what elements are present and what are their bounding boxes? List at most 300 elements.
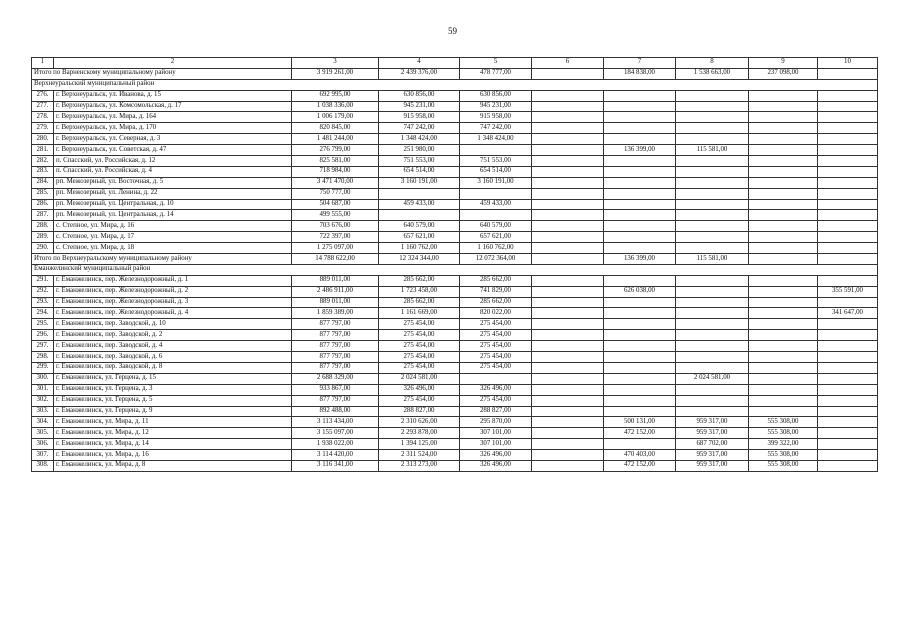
value-cell <box>818 199 878 210</box>
value-cell <box>532 319 604 330</box>
value-cell <box>749 166 818 177</box>
row-address: г. Еманжелинск, пер. Заводской, д. 2 <box>54 330 292 341</box>
value-cell: 889 011,00 <box>292 275 379 286</box>
value-cell <box>818 134 878 145</box>
value-cell: 14 788 622,00 <box>292 254 379 265</box>
value-cell <box>749 254 818 265</box>
value-cell: 1 348 424,00 <box>379 134 460 145</box>
value-cell <box>604 297 676 308</box>
value-cell: 630 856,00 <box>460 90 532 101</box>
row-number: 285. <box>32 188 54 199</box>
value-cell <box>818 210 878 221</box>
value-cell <box>532 341 604 352</box>
value-cell <box>749 406 818 417</box>
value-cell: 555 308,00 <box>749 417 818 428</box>
value-cell: 692 995,00 <box>292 90 379 101</box>
value-cell: 326 496,00 <box>379 384 460 395</box>
value-cell <box>818 395 878 406</box>
value-cell <box>818 319 878 330</box>
table-row <box>32 341 878 352</box>
row-number: 299. <box>32 362 54 373</box>
value-cell: 115 581,00 <box>676 254 749 265</box>
table-row <box>32 145 878 156</box>
table-row <box>32 90 878 101</box>
value-cell <box>532 254 604 265</box>
value-cell <box>532 188 604 199</box>
value-cell <box>604 319 676 330</box>
row-number: 280. <box>32 134 54 145</box>
value-cell: 275 454,00 <box>379 352 460 363</box>
value-cell <box>532 406 604 417</box>
table-row <box>32 395 878 406</box>
row-address: рп. Межозерный, ул. Центральная, д. 14 <box>54 210 292 221</box>
value-cell <box>604 341 676 352</box>
row-address: г. Верхнеуральск, ул. Советская, д. 47 <box>54 145 292 156</box>
value-cell: 275 454,00 <box>379 395 460 406</box>
value-cell: 3 160 191,00 <box>379 177 460 188</box>
value-cell: 275 454,00 <box>379 341 460 352</box>
value-cell: 820 022,00 <box>460 308 532 319</box>
row-number: 284. <box>32 177 54 188</box>
table-row <box>32 450 878 461</box>
value-cell: 326 496,00 <box>460 450 532 461</box>
value-cell: 115 581,00 <box>676 145 749 156</box>
value-cell: 1 859 389,00 <box>292 308 379 319</box>
value-cell: 747 242,00 <box>460 123 532 134</box>
table-row <box>32 352 878 363</box>
value-cell <box>532 362 604 373</box>
column-header: 4 <box>379 58 460 69</box>
row-address: г. Еманжелинск, пер. Заводской, д. 8 <box>54 362 292 373</box>
column-header: 2 <box>54 58 292 69</box>
value-cell <box>604 439 676 450</box>
value-cell <box>818 112 878 123</box>
row-number: 298. <box>32 352 54 363</box>
value-cell: 555 308,00 <box>749 460 818 471</box>
value-cell <box>604 177 676 188</box>
value-cell <box>604 352 676 363</box>
value-cell <box>532 373 604 384</box>
value-cell: 2 024 581,00 <box>379 373 460 384</box>
value-cell <box>818 232 878 243</box>
table-body <box>32 58 878 472</box>
value-cell <box>818 406 878 417</box>
value-cell <box>749 156 818 167</box>
value-cell <box>749 123 818 134</box>
value-cell: 687 702,00 <box>676 439 749 450</box>
value-cell <box>749 243 818 254</box>
value-cell: 640 579,00 <box>460 221 532 232</box>
value-cell: 892 488,00 <box>292 406 379 417</box>
table-row <box>32 297 878 308</box>
value-cell: 555 308,00 <box>749 428 818 439</box>
value-cell: 288 827,00 <box>379 406 460 417</box>
value-cell <box>749 384 818 395</box>
table-row <box>32 319 878 330</box>
table-row <box>32 330 878 341</box>
value-cell <box>532 330 604 341</box>
row-address: рп. Межозерный, ул. Ленина, д. 22 <box>54 188 292 199</box>
value-cell <box>818 90 878 101</box>
value-cell: 1 348 424,00 <box>460 134 532 145</box>
value-cell <box>532 428 604 439</box>
row-address: г. Верхнеуральск, ул. Мира, д. 170 <box>54 123 292 134</box>
value-cell: 1 038 336,00 <box>292 101 379 112</box>
row-number: 290. <box>32 243 54 254</box>
value-cell: 959 317,00 <box>676 460 749 471</box>
value-cell <box>749 362 818 373</box>
value-cell <box>460 145 532 156</box>
table-row <box>32 417 878 428</box>
value-cell: 915 958,00 <box>460 112 532 123</box>
value-cell: 459 433,00 <box>379 199 460 210</box>
row-number: 286. <box>32 199 54 210</box>
row-number: 295. <box>32 319 54 330</box>
value-cell <box>676 297 749 308</box>
table-row <box>32 232 878 243</box>
value-cell: 285 662,00 <box>379 275 460 286</box>
value-cell <box>460 188 532 199</box>
value-cell <box>676 395 749 406</box>
value-cell: 2 310 626,00 <box>379 417 460 428</box>
table-row <box>32 308 878 319</box>
value-cell: 472 152,00 <box>604 460 676 471</box>
value-cell: 877 797,00 <box>292 341 379 352</box>
value-cell <box>749 221 818 232</box>
value-cell: 2 311 524,00 <box>379 450 460 461</box>
row-address: г. Еманжелинск, ул. Герцена, д. 15 <box>54 373 292 384</box>
row-address: с. Степное, ул. Мира, д. 16 <box>54 221 292 232</box>
row-address: г. Еманжелинск, ул. Мира, д. 14 <box>54 439 292 450</box>
value-cell: 750 777,00 <box>292 188 379 199</box>
row-number: 283. <box>32 166 54 177</box>
row-address: п. Спасский, ул. Российская, д. 4 <box>54 166 292 177</box>
value-cell <box>676 406 749 417</box>
table-row <box>32 460 878 471</box>
section-title: Верхнеуральский муниципальный район <box>32 79 878 90</box>
value-cell: 288 827,00 <box>460 406 532 417</box>
value-cell: 12 072 364,00 <box>460 254 532 265</box>
value-cell: 1 481 244,00 <box>292 134 379 145</box>
value-cell <box>818 352 878 363</box>
value-cell: 1 275 097,00 <box>292 243 379 254</box>
column-header: 8 <box>676 58 749 69</box>
row-number: 282. <box>32 156 54 167</box>
value-cell: 341 647,00 <box>818 308 878 319</box>
value-cell <box>749 395 818 406</box>
value-cell <box>749 286 818 297</box>
value-cell: 500 131,00 <box>604 417 676 428</box>
table-row <box>32 210 878 221</box>
value-cell: 1 161 669,00 <box>379 308 460 319</box>
row-number: 278. <box>32 112 54 123</box>
value-cell: 326 496,00 <box>460 460 532 471</box>
value-cell <box>676 199 749 210</box>
table-row <box>32 286 878 297</box>
value-cell: 751 553,00 <box>460 156 532 167</box>
value-cell: 933 867,00 <box>292 384 379 395</box>
row-address: с. Степное, ул. Мира, д. 17 <box>54 232 292 243</box>
value-cell: 747 242,00 <box>379 123 460 134</box>
value-cell <box>818 275 878 286</box>
value-cell <box>749 373 818 384</box>
row-address: г. Верхнеуральск, ул. Иванова, д. 15 <box>54 90 292 101</box>
value-cell: 959 317,00 <box>676 417 749 428</box>
value-cell <box>604 199 676 210</box>
table-row <box>32 384 878 395</box>
value-cell <box>676 156 749 167</box>
table-row <box>32 199 878 210</box>
summary-row <box>32 254 878 265</box>
value-cell <box>818 384 878 395</box>
value-cell: 657 621,00 <box>379 232 460 243</box>
table-row <box>32 134 878 145</box>
budget-table <box>31 57 878 472</box>
value-cell <box>532 156 604 167</box>
value-cell: 2 024 581,00 <box>676 373 749 384</box>
value-cell <box>604 330 676 341</box>
value-cell <box>749 308 818 319</box>
value-cell <box>676 123 749 134</box>
value-cell: 3 116 341,00 <box>292 460 379 471</box>
value-cell: 1 394 125,00 <box>379 439 460 450</box>
value-cell <box>604 221 676 232</box>
value-cell: 741 829,00 <box>460 286 532 297</box>
row-number: 293. <box>32 297 54 308</box>
value-cell: 657 621,00 <box>460 232 532 243</box>
value-cell <box>532 199 604 210</box>
value-cell: 654 514,00 <box>379 166 460 177</box>
value-cell <box>604 275 676 286</box>
row-number: 292. <box>32 286 54 297</box>
table-row <box>32 112 878 123</box>
value-cell <box>818 243 878 254</box>
value-cell <box>818 373 878 384</box>
value-cell <box>749 275 818 286</box>
value-cell: 275 454,00 <box>460 362 532 373</box>
value-cell <box>818 101 878 112</box>
value-cell: 1 723 458,00 <box>379 286 460 297</box>
value-cell: 877 797,00 <box>292 330 379 341</box>
row-number: 303. <box>32 406 54 417</box>
value-cell <box>818 341 878 352</box>
value-cell <box>532 210 604 221</box>
value-cell: 945 231,00 <box>379 101 460 112</box>
value-cell: 1 160 762,00 <box>460 243 532 254</box>
value-cell: 285 662,00 <box>379 297 460 308</box>
value-cell <box>676 188 749 199</box>
summary-row <box>32 68 878 79</box>
value-cell: 3 160 191,00 <box>460 177 532 188</box>
row-number: 302. <box>32 395 54 406</box>
row-address: г. Еманжелинск, пер. Железнодорожный, д. 1 <box>54 275 292 286</box>
value-cell: 959 317,00 <box>676 428 749 439</box>
value-cell <box>749 210 818 221</box>
value-cell <box>604 166 676 177</box>
value-cell: 825 581,00 <box>292 156 379 167</box>
value-cell <box>676 221 749 232</box>
column-header: 1 <box>32 58 54 69</box>
value-cell <box>676 232 749 243</box>
value-cell <box>749 177 818 188</box>
row-number: 289. <box>32 232 54 243</box>
table-row <box>32 156 878 167</box>
section-row <box>32 79 878 90</box>
value-cell: 555 308,00 <box>749 450 818 461</box>
row-number: 306. <box>32 439 54 450</box>
value-cell: 877 797,00 <box>292 319 379 330</box>
value-cell <box>532 275 604 286</box>
value-cell <box>676 352 749 363</box>
table-row <box>32 243 878 254</box>
table-row <box>32 362 878 373</box>
value-cell: 275 454,00 <box>460 319 532 330</box>
value-cell <box>604 395 676 406</box>
row-address: г. Еманжелинск, ул. Мира, д. 16 <box>54 450 292 461</box>
row-number: 305. <box>32 428 54 439</box>
value-cell <box>676 341 749 352</box>
value-cell <box>604 373 676 384</box>
value-cell <box>676 112 749 123</box>
value-cell <box>532 68 604 79</box>
value-cell <box>676 210 749 221</box>
value-cell <box>818 450 878 461</box>
row-address: г. Еманжелинск, пер. Железнодорожный, д. 2 <box>54 286 292 297</box>
value-cell <box>818 156 878 167</box>
row-address: г. Верхнеуральск, ул. Северная, д. 3 <box>54 134 292 145</box>
value-cell <box>818 68 878 79</box>
value-cell: 877 797,00 <box>292 395 379 406</box>
value-cell <box>749 199 818 210</box>
column-header: 9 <box>749 58 818 69</box>
row-number: 301. <box>32 384 54 395</box>
value-cell <box>676 384 749 395</box>
value-cell <box>749 90 818 101</box>
table-row <box>32 275 878 286</box>
value-cell <box>749 319 818 330</box>
value-cell <box>676 362 749 373</box>
row-address: г. Еманжелинск, пер. Железнодорожный, д. 3 <box>54 297 292 308</box>
value-cell <box>532 384 604 395</box>
value-cell: 959 317,00 <box>676 450 749 461</box>
value-cell <box>749 341 818 352</box>
value-cell: 877 797,00 <box>292 362 379 373</box>
value-cell: 470 403,00 <box>604 450 676 461</box>
column-header: 10 <box>818 58 878 69</box>
value-cell: 399 322,00 <box>749 439 818 450</box>
table-row <box>32 166 878 177</box>
value-cell: 630 856,00 <box>379 90 460 101</box>
column-header: 3 <box>292 58 379 69</box>
value-cell <box>749 101 818 112</box>
value-cell <box>532 123 604 134</box>
value-cell: 703 676,00 <box>292 221 379 232</box>
value-cell <box>749 330 818 341</box>
row-address: рп. Межозерный, ул. Центральная, д. 10 <box>54 199 292 210</box>
value-cell <box>532 297 604 308</box>
value-cell <box>676 308 749 319</box>
row-address: г. Еманжелинск, пер. Железнодорожный, д. 4 <box>54 308 292 319</box>
value-cell: 3 113 434,00 <box>292 417 379 428</box>
value-cell <box>818 145 878 156</box>
value-cell <box>532 232 604 243</box>
value-cell <box>532 166 604 177</box>
value-cell <box>532 439 604 450</box>
row-number: 279. <box>32 123 54 134</box>
value-cell <box>604 156 676 167</box>
row-number: 281. <box>32 145 54 156</box>
value-cell <box>532 243 604 254</box>
value-cell <box>749 297 818 308</box>
row-address: г. Верхнеуральск, ул. Мира, д. 164 <box>54 112 292 123</box>
value-cell <box>532 221 604 232</box>
value-cell: 3 155 097,00 <box>292 428 379 439</box>
value-cell: 889 011,00 <box>292 297 379 308</box>
value-cell <box>532 134 604 145</box>
value-cell <box>818 254 878 265</box>
summary-label: Итого по Верхнеуральскому муниципальному району <box>32 254 292 265</box>
value-cell: 275 454,00 <box>460 395 532 406</box>
value-cell: 136 399,00 <box>604 254 676 265</box>
row-address: рп. Межозерный, ул. Восточная, д. 5 <box>54 177 292 188</box>
value-cell: 472 152,00 <box>604 428 676 439</box>
value-cell <box>676 166 749 177</box>
value-cell: 3 471 470,00 <box>292 177 379 188</box>
value-cell <box>818 362 878 373</box>
row-number: 287. <box>32 210 54 221</box>
value-cell: 275 454,00 <box>379 319 460 330</box>
table-row <box>32 373 878 384</box>
value-cell: 1 006 179,00 <box>292 112 379 123</box>
row-number: 308. <box>32 460 54 471</box>
value-cell: 718 984,00 <box>292 166 379 177</box>
value-cell <box>604 112 676 123</box>
value-cell: 276 799,00 <box>292 145 379 156</box>
table-row <box>32 188 878 199</box>
value-cell <box>604 134 676 145</box>
value-cell <box>818 417 878 428</box>
value-cell: 285 662,00 <box>460 297 532 308</box>
value-cell: 722 397,00 <box>292 232 379 243</box>
value-cell <box>532 352 604 363</box>
value-cell <box>818 439 878 450</box>
row-address: г. Еманжелинск, ул. Герцена, д. 5 <box>54 395 292 406</box>
value-cell: 2 688 329,00 <box>292 373 379 384</box>
value-cell: 626 038,00 <box>604 286 676 297</box>
value-cell <box>676 275 749 286</box>
value-cell <box>604 90 676 101</box>
column-header: 7 <box>604 58 676 69</box>
value-cell <box>749 352 818 363</box>
row-address: г. Еманжелинск, ул. Мира, д. 8 <box>54 460 292 471</box>
value-cell: 751 553,00 <box>379 156 460 167</box>
value-cell <box>532 450 604 461</box>
value-cell <box>532 90 604 101</box>
row-number: 294. <box>32 308 54 319</box>
value-cell <box>604 384 676 395</box>
value-cell <box>460 210 532 221</box>
value-cell <box>749 188 818 199</box>
value-cell: 3 114 420,00 <box>292 450 379 461</box>
value-cell: 504 687,00 <box>292 199 379 210</box>
table-row <box>32 428 878 439</box>
row-address: г. Еманжелинск, пер. Заводской, д. 6 <box>54 352 292 363</box>
value-cell: 307 101,00 <box>460 428 532 439</box>
value-cell <box>818 123 878 134</box>
row-address: г. Еманжелинск, пер. Заводской, д. 10 <box>54 319 292 330</box>
value-cell: 820 845,00 <box>292 123 379 134</box>
row-number: 296. <box>32 330 54 341</box>
